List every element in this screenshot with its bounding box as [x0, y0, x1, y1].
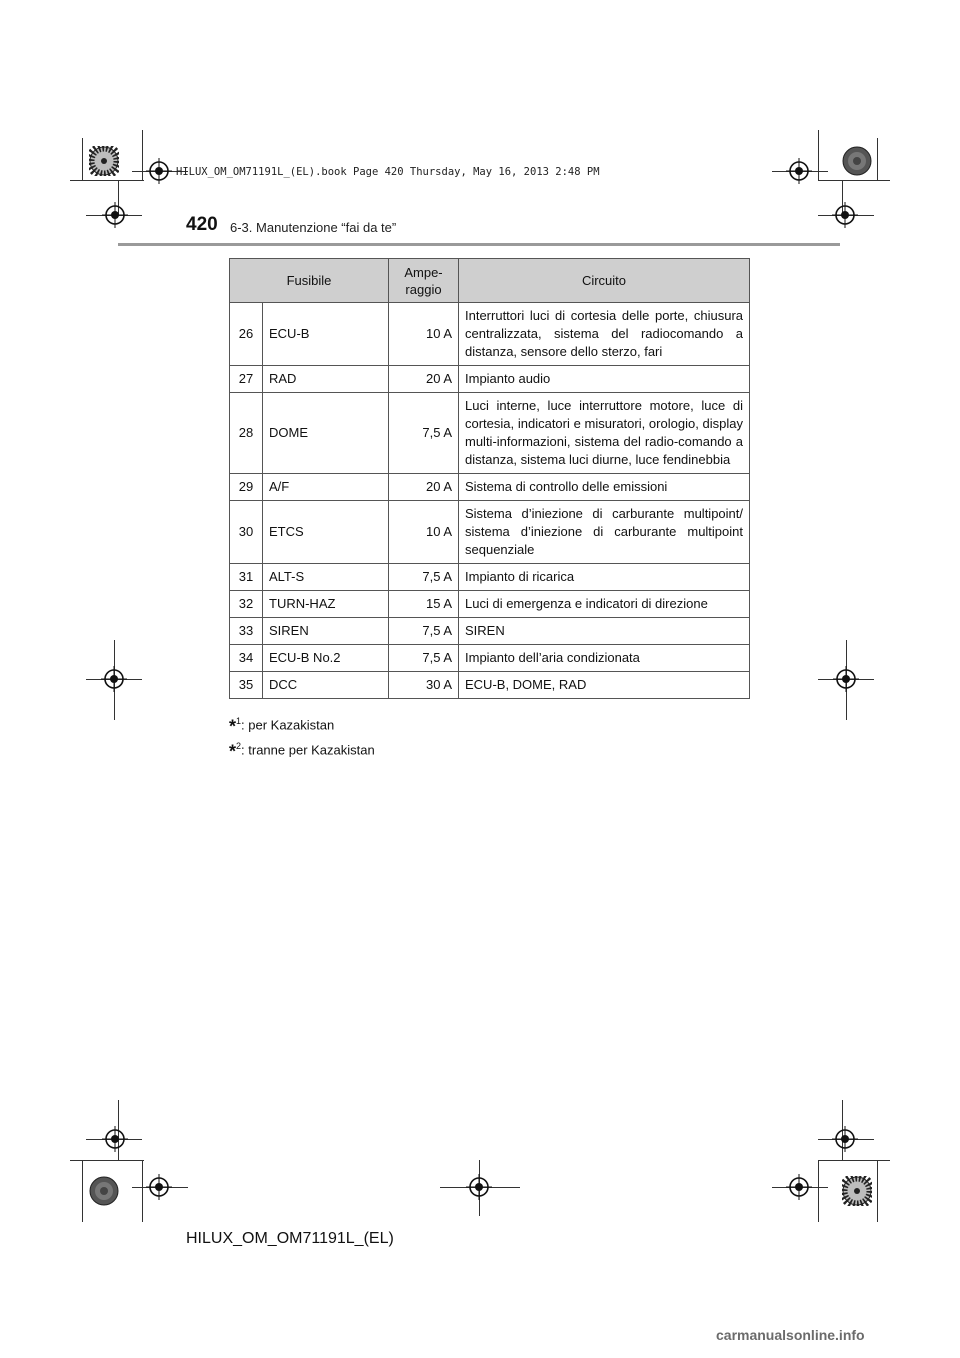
table-row	[230, 474, 750, 501]
registration-mark-icon	[466, 1174, 492, 1200]
registration-mark-icon	[146, 158, 172, 184]
fuse-circuit: Luci interne, luce interruttore motore, luce di cortesia, indicatori e misuratori, orologio, display multi-informazioni, sistema del radio-comando a distanza, sistema luci diurne, luce fendinebbia	[459, 393, 750, 474]
fuse-number: 28	[230, 393, 263, 474]
watermark: carmanualsonline.info	[716, 1327, 865, 1343]
fuse-name: ECU-B	[263, 303, 389, 366]
fuse-amperage: 7,5 A	[389, 564, 459, 591]
registration-mark-icon	[833, 666, 859, 692]
footnote-text: : tranne per Kazakistan	[241, 742, 375, 758]
header-circuit: Circuito	[459, 259, 750, 303]
fuse-amperage: 20 A	[389, 366, 459, 393]
fuse-amperage: 7,5 A	[389, 645, 459, 672]
header-amp: Ampe- raggio	[389, 259, 459, 303]
fuse-number: 27	[230, 366, 263, 393]
registration-mark-icon	[832, 202, 858, 228]
color-wheel-icon	[89, 1176, 119, 1206]
table-row	[230, 393, 750, 474]
header-fuse: Fusibile	[230, 259, 389, 303]
fuse-name: ALT-S	[263, 564, 389, 591]
fuse-number: 35	[230, 672, 263, 699]
registration-mark-icon	[146, 1174, 172, 1200]
fuse-circuit: SIREN	[459, 618, 750, 645]
table-row	[230, 564, 750, 591]
footnote-index: 2	[236, 741, 242, 751]
footnote-text: : per Kazakistan	[241, 717, 335, 733]
fuse-circuit: Impianto audio	[459, 366, 750, 393]
fuse-amperage: 15 A	[389, 591, 459, 618]
fuse-name: SIREN	[263, 618, 389, 645]
fuse-circuit: Luci di emergenza e indicatori di direzione	[459, 591, 750, 618]
fuse-circuit: Impianto dell’aria condizionata	[459, 645, 750, 672]
fuse-amperage: 10 A	[389, 501, 459, 564]
fuse-name: ETCS	[263, 501, 389, 564]
registration-mark-icon	[832, 1126, 858, 1152]
fuse-name: A/F	[263, 474, 389, 501]
footnote-1	[229, 716, 334, 737]
registration-mark-icon	[786, 158, 812, 184]
fuse-number: 34	[230, 645, 263, 672]
fuse-table	[229, 258, 750, 699]
footnote-index: 1	[236, 716, 242, 726]
fuse-amperage: 20 A	[389, 474, 459, 501]
color-wheel-icon	[89, 146, 119, 176]
fuse-circuit: ECU-B, DOME, RAD	[459, 672, 750, 699]
fuse-number: 31	[230, 564, 263, 591]
fuse-circuit: Impianto di ricarica	[459, 564, 750, 591]
fuse-number: 30	[230, 501, 263, 564]
fuse-circuit: Sistema d’iniezione di carburante multipoint/ sistema d’iniezione di carburante multipoint sequenziale	[459, 501, 750, 564]
fuse-amperage: 10 A	[389, 303, 459, 366]
footnote-2	[229, 741, 375, 762]
fuse-name: RAD	[263, 366, 389, 393]
table-row	[230, 501, 750, 564]
fuse-number: 29	[230, 474, 263, 501]
fuse-name: DCC	[263, 672, 389, 699]
table-row	[230, 366, 750, 393]
page-number: 420	[186, 214, 218, 235]
fuse-amperage: 30 A	[389, 672, 459, 699]
registration-mark-icon	[102, 202, 128, 228]
footer-code: HILUX_OM_OM71191L_(EL)	[186, 1230, 394, 1247]
fuse-amperage: 7,5 A	[389, 393, 459, 474]
registration-mark-icon	[101, 666, 127, 692]
fuse-name: ECU-B No.2	[263, 645, 389, 672]
table-row	[230, 645, 750, 672]
footnote-star: *	[229, 716, 237, 737]
section-title: 6-3. Manutenzione “fai da te”	[230, 220, 397, 235]
registration-mark-icon	[786, 1174, 812, 1200]
fuse-number: 33	[230, 618, 263, 645]
table-row	[230, 672, 750, 699]
table-row	[230, 618, 750, 645]
registration-mark-icon	[102, 1126, 128, 1152]
color-wheel-icon	[842, 1176, 872, 1206]
fuse-circuit: Sistema di controllo delle emissioni	[459, 474, 750, 501]
footnote-star: *	[229, 741, 237, 762]
table-header-row	[230, 259, 750, 303]
color-wheel-icon	[842, 146, 872, 176]
table-row	[230, 591, 750, 618]
header-rule	[118, 243, 840, 246]
table-row	[230, 303, 750, 366]
fuse-amperage: 7,5 A	[389, 618, 459, 645]
fuse-circuit: Interruttori luci di cortesia delle porte, chiusura centralizzata, sistema del radiocomando a distanza, sensore dello sterzo, fari	[459, 303, 750, 366]
fuse-number: 26	[230, 303, 263, 366]
fuse-name: DOME	[263, 393, 389, 474]
fuse-number: 32	[230, 591, 263, 618]
book-header: HILUX_OM_OM71191L_(EL).book Page 420 Thursday, May 16, 2013 2:48 PM	[176, 166, 600, 178]
fuse-name: TURN-HAZ	[263, 591, 389, 618]
